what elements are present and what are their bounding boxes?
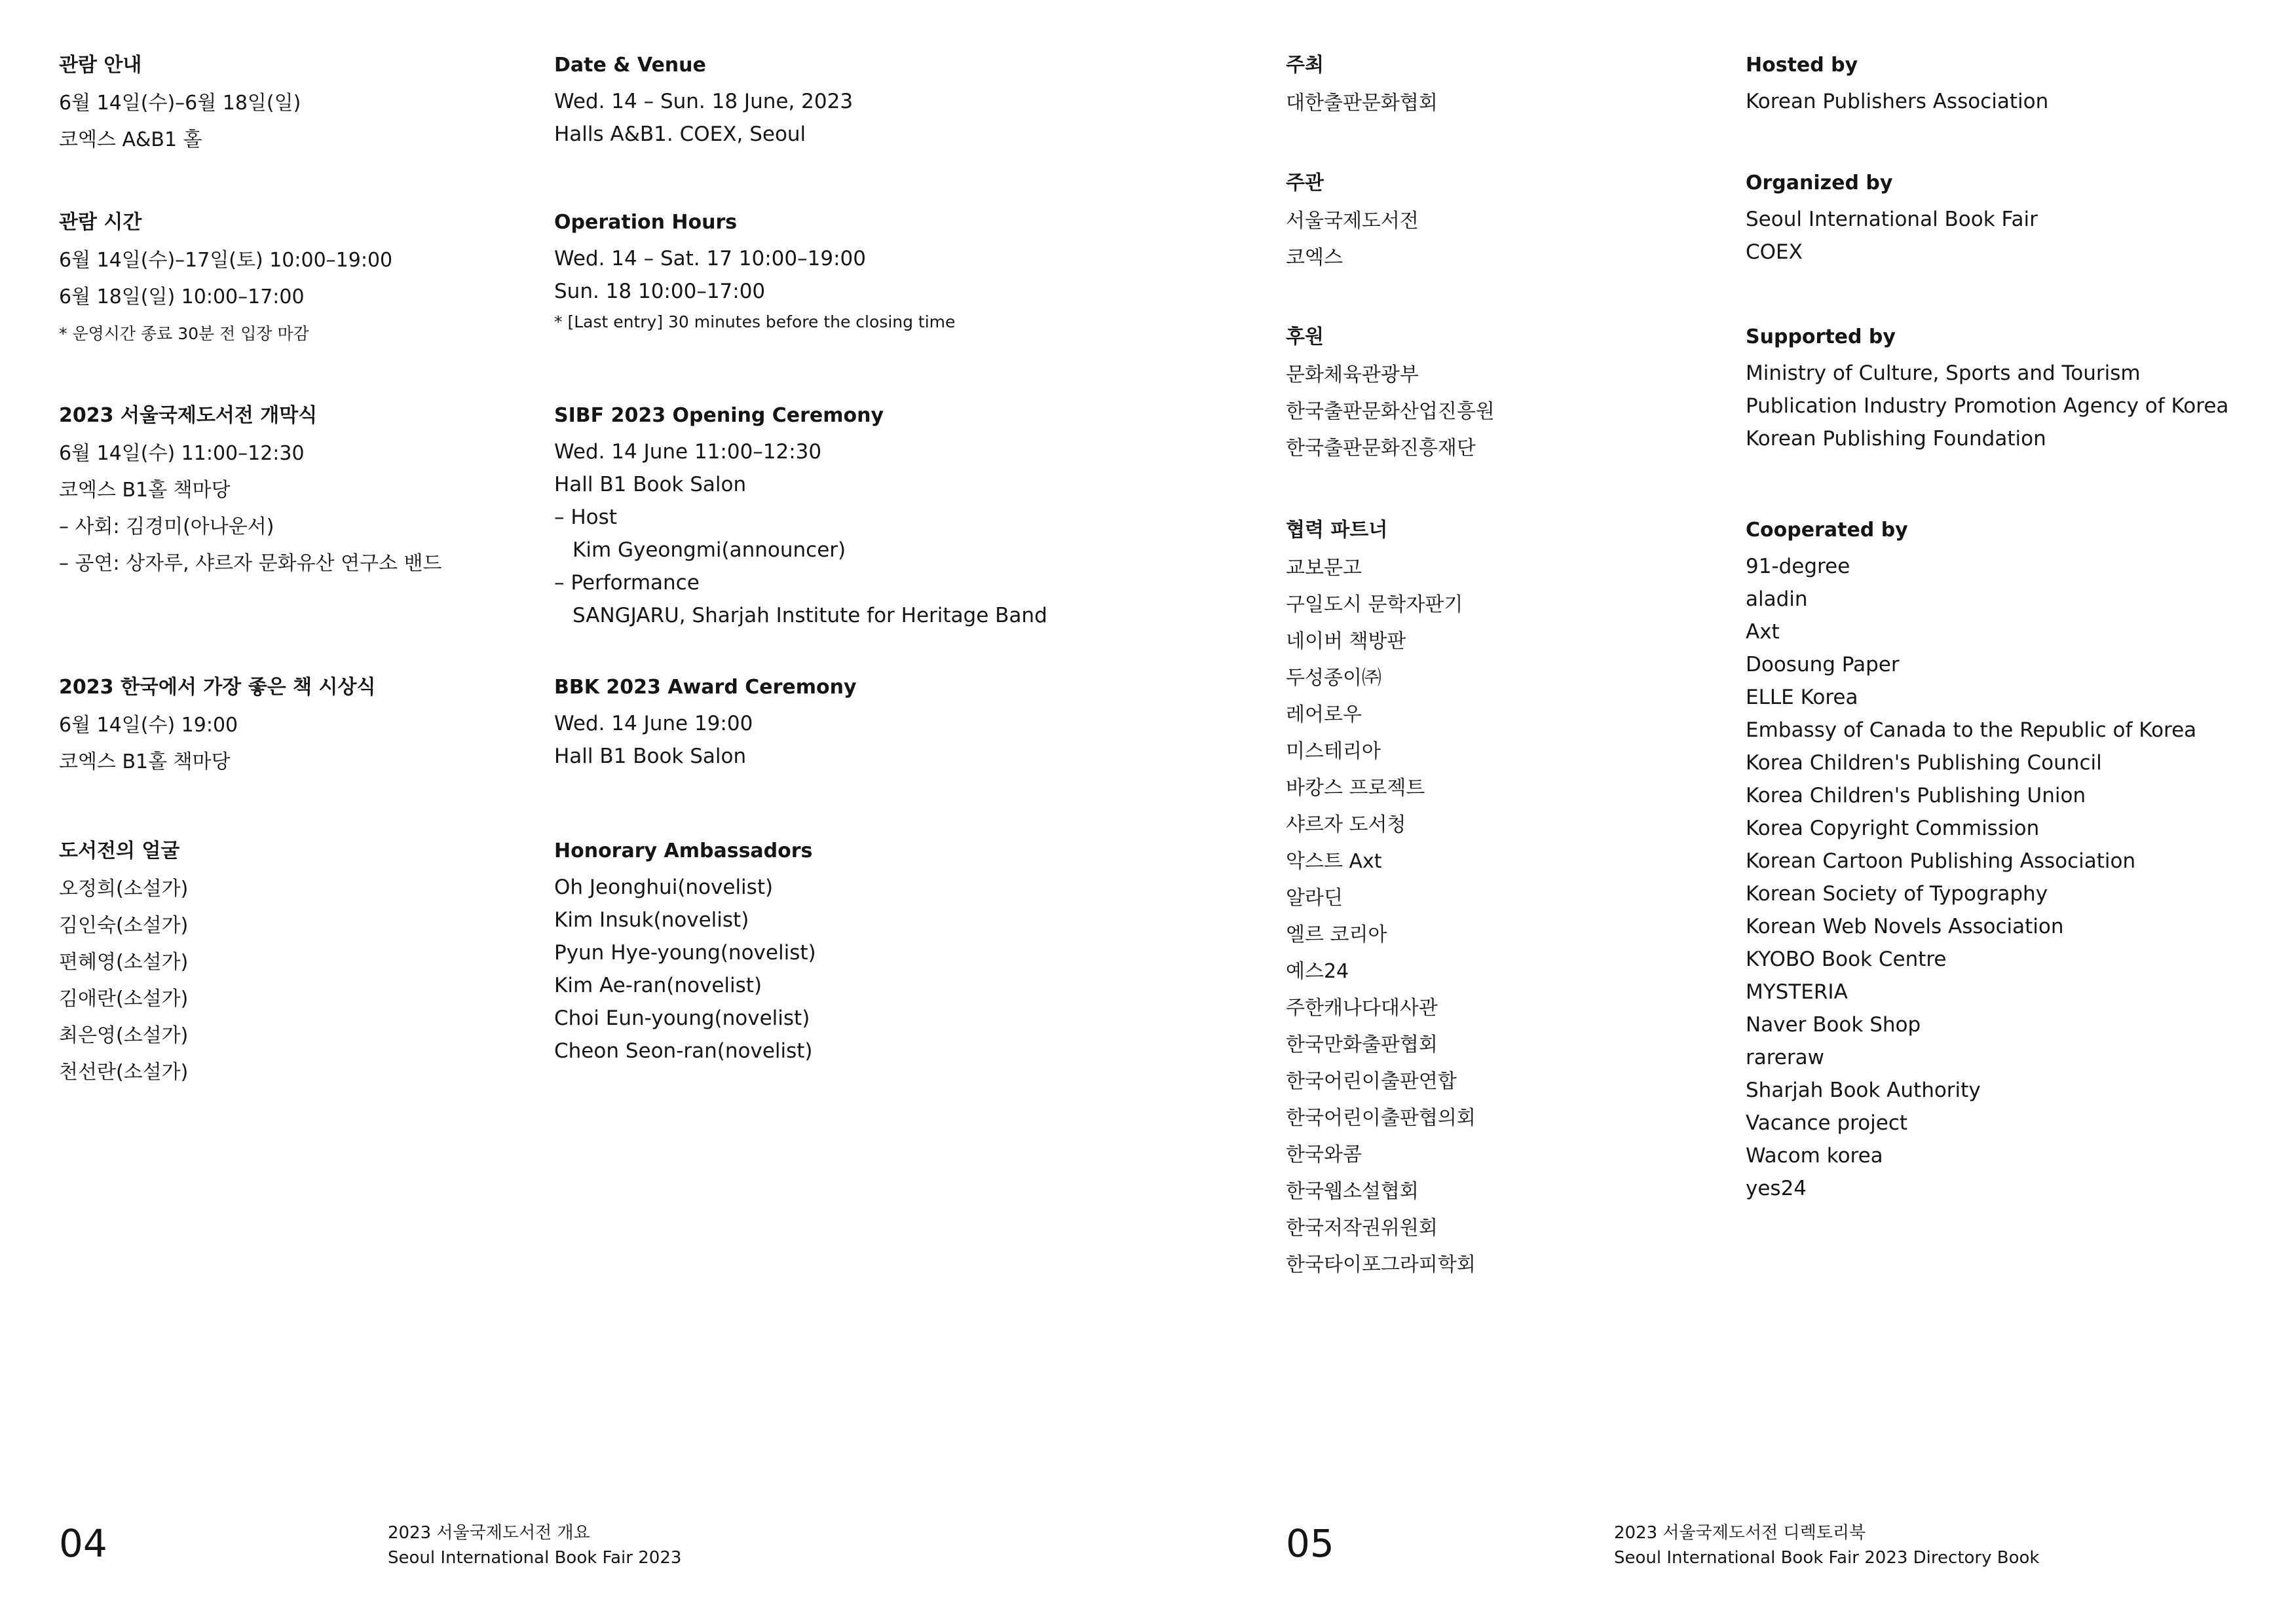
info-line: 6월 18일(일) 10:00–17:00 — [59, 286, 305, 308]
section-heading: BBK 2023 Award Ceremony — [554, 676, 857, 699]
partners-section — [1286, 517, 1731, 1283]
list-item: Korea Copyright Commission — [1746, 817, 2040, 840]
list-item: 바캉스 프로젝트 — [1286, 777, 1425, 800]
page-number: 05 — [1286, 1521, 1334, 1566]
list-item: Cheon Seon-ran(novelist) — [554, 1039, 813, 1063]
list-item: 최은영(소설가) — [59, 1024, 189, 1047]
section-heading: Organized by — [1746, 172, 1893, 194]
info-line: – Host — [554, 506, 617, 529]
opening-ceremony-section — [59, 403, 517, 582]
list-item: 오정희(소설가) — [59, 877, 189, 900]
section-heading: Supported by — [1746, 325, 1896, 348]
section-heading: 협력 파트너 — [1286, 519, 1388, 542]
list-item: 한국웹소설협회 — [1286, 1180, 1419, 1203]
list-item: KYOBO Book Centre — [1746, 948, 1947, 971]
running-title-ko: 2023 서울국제도서전 디렉토리북 — [1614, 1523, 1866, 1543]
section-heading: 주최 — [1286, 54, 1324, 77]
list-item: Choi Eun-young(novelist) — [554, 1006, 810, 1030]
list-item: 코엑스 — [1286, 246, 1343, 269]
list-item: 서울국제도서전 — [1286, 210, 1419, 232]
list-item: Kim Ae-ran(novelist) — [554, 974, 762, 997]
list-item: 한국어린이출판협의회 — [1286, 1107, 1476, 1130]
section-heading: Cooperated by — [1746, 519, 1908, 542]
section-heading: 주관 — [1286, 172, 1324, 194]
section-heading: 후원 — [1286, 325, 1324, 348]
list-item: yes24 — [1746, 1177, 1807, 1200]
info-line: Wed. 14 – Sun. 18 June, 2023 — [554, 90, 854, 113]
list-item: 엘르 코리아 — [1286, 923, 1387, 946]
list-item: Doosung Paper — [1746, 653, 1900, 676]
list-item: 구일도시 문학자판기 — [1286, 593, 1463, 616]
info-line: – Performance — [554, 571, 700, 595]
list-item: 네이버 책방판 — [1286, 630, 1406, 653]
info-line: – 공연: 상자루, 샤르자 문화유산 연구소 밴드 — [59, 552, 442, 575]
list-item: Korean Publishers Association — [1746, 90, 2049, 113]
info-line: 6월 14일(수) 19:00 — [59, 714, 238, 737]
list-item: 한국출판문화산업진흥원 — [1286, 400, 1495, 423]
running-title-en: Seoul International Book Fair 2023 — [388, 1548, 682, 1568]
info-line: Halls A&B1. COEX, Seoul — [554, 122, 806, 146]
list-item: 미스테리아 — [1286, 740, 1381, 763]
info-line: 6월 14일(수)–6월 18일(일) — [59, 92, 301, 115]
section-heading: 2023 한국에서 가장 좋은 책 시상식 — [59, 676, 376, 699]
opening-ceremony-section — [554, 403, 1144, 632]
section-heading: Operation Hours — [554, 211, 738, 234]
list-item: 편혜영(소설가) — [59, 951, 189, 974]
right-page-number — [1286, 1521, 1334, 1566]
cooperators-section — [1746, 517, 2283, 1205]
list-item: 두성종이㈜ — [1286, 667, 1381, 690]
organizer-section — [1286, 170, 1731, 276]
list-item: Naver Book Shop — [1746, 1013, 1921, 1037]
list-item: Korean Publishing Foundation — [1746, 427, 2046, 451]
list-item: Seoul International Book Fair — [1746, 208, 2038, 231]
ambassadors-section — [59, 838, 517, 1091]
list-item: 레어로우 — [1286, 703, 1362, 726]
list-item: Ministry of Culture, Sports and Tourism — [1746, 361, 2141, 385]
list-item: 예스24 — [1286, 960, 1349, 983]
running-title-ko: 2023 서울국제도서전 개요 — [388, 1523, 590, 1543]
list-item: Korean Web Novels Association — [1746, 915, 2064, 938]
list-item: 한국와콤 — [1286, 1143, 1362, 1166]
section-heading: 관람 안내 — [59, 54, 142, 77]
left-page-number — [59, 1521, 107, 1566]
supporter-section — [1746, 324, 2283, 455]
info-line: 6월 14일(수) 11:00–12:30 — [59, 442, 305, 465]
list-item: Vacance project — [1746, 1111, 1908, 1135]
right-running-title — [1614, 1521, 2039, 1570]
section-heading: 2023 서울국제도서전 개막식 — [59, 404, 318, 427]
list-item: Embassy of Canada to the Republic of Korea — [1746, 718, 2197, 742]
info-line: 코엑스 A&B1 홀 — [59, 128, 202, 151]
list-item: 천선란(소설가) — [59, 1061, 189, 1084]
list-item: 알라딘 — [1286, 887, 1343, 910]
list-item: 한국타이포그라피학회 — [1286, 1253, 1476, 1276]
list-item: 악스트 Axt — [1286, 850, 1382, 873]
list-item: 문화체육관광부 — [1286, 363, 1419, 386]
info-line: Sun. 18 10:00–17:00 — [554, 280, 766, 303]
note-line: * 운영시간 종료 30분 전 입장 마감 — [59, 324, 309, 343]
section-heading: 관람 시간 — [59, 211, 142, 234]
info-line: Hall B1 Book Salon — [554, 473, 747, 496]
list-item: rareraw — [1746, 1046, 1824, 1069]
organizer-section — [1746, 170, 2283, 268]
info-line: Wed. 14 – Sat. 17 10:00–19:00 — [554, 247, 866, 270]
info-line: Hall B1 Book Salon — [554, 745, 747, 768]
page-number: 04 — [59, 1521, 107, 1566]
supporter-section — [1286, 324, 1731, 467]
section-heading: Honorary Ambassadors — [554, 840, 813, 862]
list-item: COEX — [1746, 240, 1803, 264]
info-line: – 사회: 김경미(아나운서) — [59, 515, 274, 538]
host-section — [1746, 52, 2283, 118]
list-item: Oh Jeonghui(novelist) — [554, 876, 774, 899]
hours-section — [59, 210, 517, 352]
list-item: Korean Society of Typography — [1746, 882, 2048, 906]
info-line: 코엑스 B1홀 책마당 — [59, 750, 231, 773]
list-item: 한국만화출판협회 — [1286, 1033, 1438, 1056]
list-item: Publication Industry Promotion Agency of Korea — [1746, 394, 2229, 418]
info-line: SANGJARU, Sharjah Institute for Heritage Band — [572, 604, 1047, 627]
list-item: Sharjah Book Authority — [1746, 1079, 1981, 1102]
host-section — [1286, 52, 1731, 122]
section-heading: Hosted by — [1746, 54, 1858, 77]
list-item: ELLE Korea — [1746, 686, 1858, 709]
info-section — [59, 52, 517, 158]
info-line: Wed. 14 June 11:00–12:30 — [554, 440, 822, 464]
hours-section — [554, 210, 1144, 341]
ambassadors-section — [554, 838, 1144, 1067]
list-item: 김애란(소설가) — [59, 987, 189, 1010]
list-item: 김인숙(소설가) — [59, 914, 189, 937]
list-item: Axt — [1746, 620, 1780, 644]
list-item: Pyun Hye-young(novelist) — [554, 941, 816, 965]
list-item: Korea Children's Publishing Council — [1746, 751, 2102, 775]
info-section — [554, 52, 1144, 151]
list-item: 주한캐나다대사관 — [1286, 997, 1438, 1020]
list-item: aladin — [1746, 587, 1808, 611]
list-item: Korea Children's Publishing Union — [1746, 784, 2086, 807]
list-item: Wacom korea — [1746, 1144, 1883, 1168]
list-item: Korean Cartoon Publishing Association — [1746, 849, 2136, 873]
section-heading: SIBF 2023 Opening Ceremony — [554, 404, 884, 427]
section-heading: 도서전의 얼굴 — [59, 840, 180, 862]
list-item: 대한출판문화협회 — [1286, 92, 1438, 115]
list-item: 샤르자 도서청 — [1286, 813, 1406, 836]
info-line: Wed. 14 June 19:00 — [554, 712, 753, 735]
running-title-en: Seoul International Book Fair 2023 Directory Book — [1614, 1548, 2040, 1568]
info-line: Kim Gyeongmi(announcer) — [572, 538, 846, 562]
list-item: Kim Insuk(novelist) — [554, 908, 749, 932]
award-ceremony-section — [59, 674, 517, 781]
list-item: 91-degree — [1746, 555, 1850, 578]
info-line: 코엑스 B1홀 책마당 — [59, 479, 231, 502]
left-running-title — [388, 1521, 681, 1570]
list-item: 한국어린이출판연합 — [1286, 1070, 1457, 1093]
list-item: 한국저작권위원회 — [1286, 1217, 1438, 1240]
list-item: MYSTERIA — [1746, 980, 1848, 1004]
award-ceremony-section — [554, 674, 1144, 773]
list-item: 교보문고 — [1286, 557, 1362, 580]
section-heading: Date & Venue — [554, 54, 706, 77]
list-item: 한국출판문화진흥재단 — [1286, 437, 1476, 460]
info-line: 6월 14일(수)–17일(토) 10:00–19:00 — [59, 249, 393, 272]
note-line: * [Last entry] 30 minutes before the closing time — [554, 312, 956, 331]
